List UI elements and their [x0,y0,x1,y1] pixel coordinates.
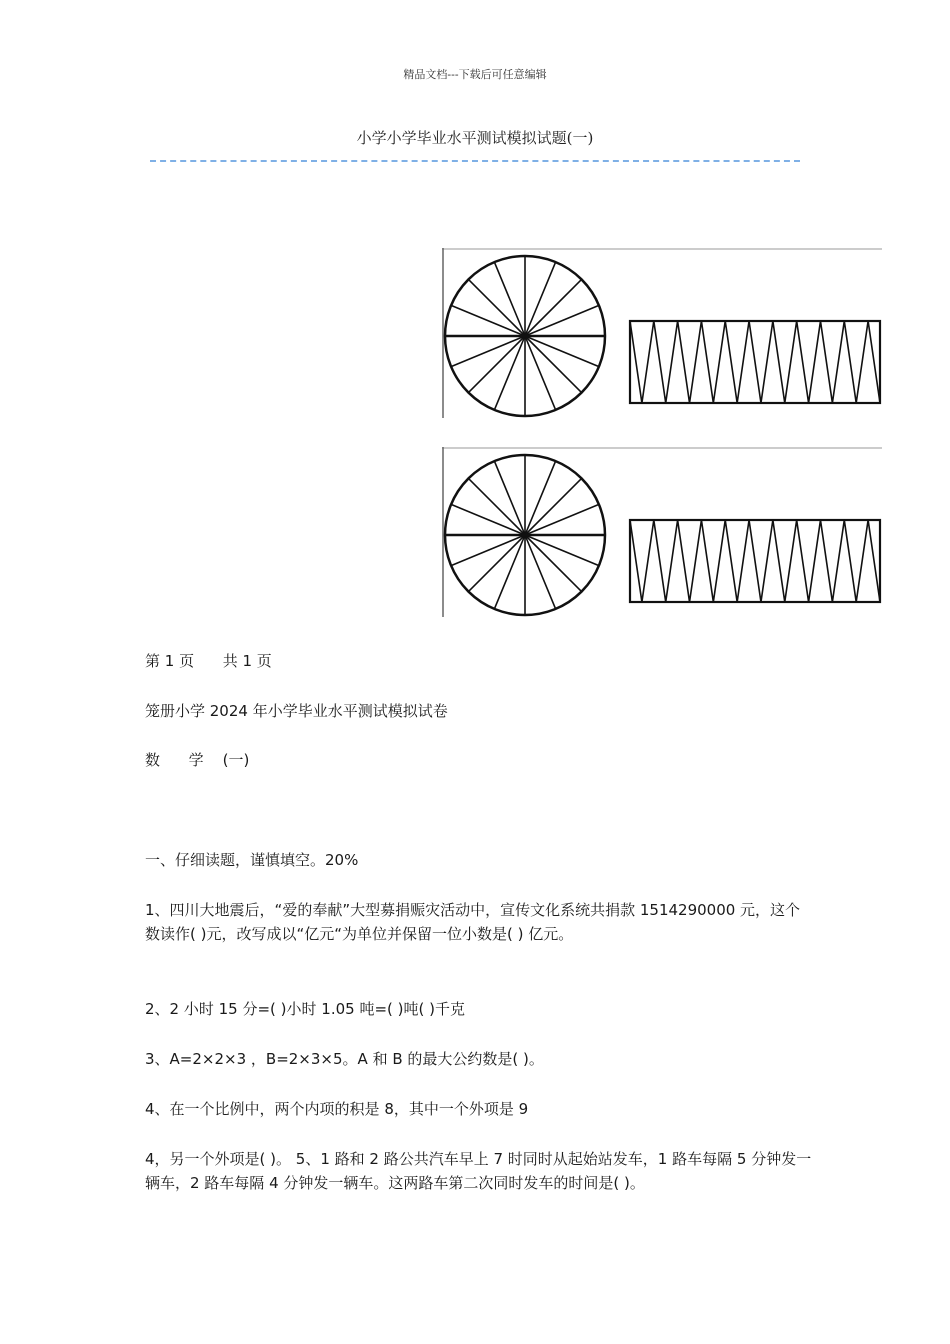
page-info: 第 1 页 共 1 页 [145,652,272,670]
circle-rectangle-figure-1 [442,248,882,418]
question-4: 4、在一个比例中，两个内项的积是 8，其中一个外项是 9 [145,1100,529,1118]
question-3: 3、A=2×2×3 ，B=2×3×5。A 和 B 的最大公约数是( )。 [145,1050,544,1068]
question-4-5: 4，另一个外项是( )。 5、1 路和 2 路公共汽车早上 7 时同时从起始站发车，1 路车每隔 5 分钟发一辆车，2 路车每隔 4 分钟发一辆车。这两路车第二次同时发车的时间是( )。 [145,1150,812,1192]
question-2: 2、2 小时 15 分=( )小时 1.05 吨=( )吨( )千克 [145,1000,465,1018]
document-title: 小学小学毕业水平测试模拟试题(一) [356,129,594,147]
header-note: 精品文档---下载后可任意编辑 [403,68,547,81]
title-divider [150,160,800,162]
exam-title: 笼册小学 2024 年小学毕业水平测试模拟试卷 [145,702,448,720]
question-1: 1、四川大地震后，“爱的奉献”大型募捐赈灾活动中，宣传文化系统共捐款 1514290000 元，这个数读作( )元，改写成以“亿元“为单位并保留一位小数是( ) 亿元。 [145,901,801,943]
subject-line: 数 学 (一) [145,751,250,769]
circle-spoke [525,279,582,336]
zigzag-line [630,321,880,403]
circle-spoke [468,478,525,535]
circle-spoke [525,336,582,393]
circle-spoke [525,478,582,535]
section-heading: 一、仔细读题，谨慎填空。20% [145,851,359,869]
zigzag-line [630,520,880,602]
circle-spoke [468,279,525,336]
circle-spoke [468,535,525,592]
circle-spoke [525,535,582,592]
circle-rectangle-figure-2 [442,447,882,617]
circle-spoke [468,336,525,393]
